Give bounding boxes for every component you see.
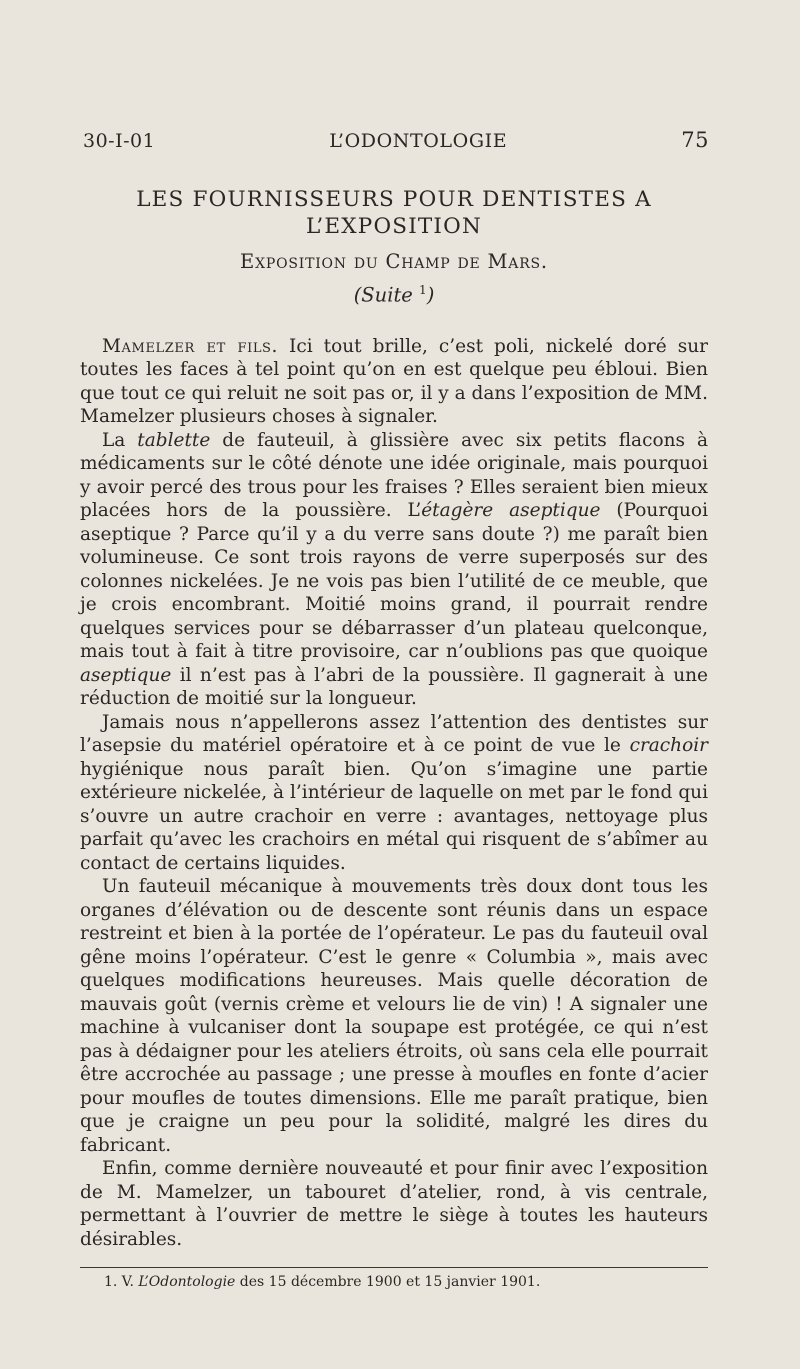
article-title — [80, 186, 708, 240]
term-aseptique: aseptique — [80, 664, 172, 686]
firm-name: Mamelzer et fils. — [102, 335, 279, 357]
running-header — [83, 128, 709, 152]
paragraph-1-text: Ici tout brille, c’est poli, nickelé doré sur toutes les faces à tel point qu’on en est quelque peu ébloui. Bien que tout ce qui reluit ne soit pas or, il y a dans l’exposition de MM. Mamelzer plusieurs choses à signaler. — [80, 335, 708, 427]
footnote — [80, 1274, 708, 1290]
footnote-part-a: 1. V. — [104, 1274, 139, 1290]
term-etagere-aseptique: étagère aseptique — [421, 500, 601, 521]
suite-text: (Suite — [353, 283, 413, 307]
paragraph-5: Enfin, comme dernière nouveauté et pour finir avec l’exposition de M. Mamelzer, un tabouret d’atelier, rond, à vis centrale, permettant à l’ouvrier de mettre le siège à toutes les hauteurs désirables. — [80, 1158, 708, 1250]
paragraph-1 — [80, 335, 708, 429]
footnote-ref: 1 — [419, 283, 427, 297]
footnote-journal-title: L’Odontologie — [138, 1274, 236, 1290]
paragraph-2 — [80, 429, 708, 711]
article-title-line-2: L’EXPOSITION — [306, 214, 482, 239]
continuation-label — [80, 283, 708, 307]
suite-close: ) — [426, 283, 435, 307]
article-subtitle: Exposition du Champ de Mars. — [240, 250, 548, 273]
paragraph-4: Un fauteuil mécanique à mouvements très doux dont tous les organes d’élévation ou de descente sont réunis dans un espace restreint et bien à la portée de l’opérateur. Le pas du fauteuil oval gêne moins l’opérateur. C’est le genre « Columbia », mais avec quelques modifications heureuses. Mais quelle décoration de mauvais goût (vernis crème et velours lie de vin) ! A signaler une machine à vulcaniser dont la soupape est protégée, ce qui n’est pas à dédaigner pour les ateliers étroits, où sans cela elle pourrait être accrochée au passage ; une presse à moufles en fonte d’acier pour moufles de toutes dimensions. Elle me paraît pratique, bien que je craigne un peu pour la solidité, malgré les dires du fabricant. — [80, 876, 708, 1156]
paragraph-2-part-b: de fauteuil, à glissière avec six petits flacons à médicaments sur le côté dénote une idée originale, mais pourquoi y avoir percé des trous pour les fraises ? Elles seraient bien mieux placées hors de la poussière. L’ — [80, 429, 708, 521]
term-crachoir: crachoir — [629, 735, 708, 756]
page-number: 75 — [681, 128, 709, 152]
article-body — [80, 335, 708, 1252]
journal-title: L’ODONTOLOGIE — [329, 130, 508, 152]
paragraph-2-part-c: (Pourquoi aseptique ? Parce qu’il y a du verre sans doute ?) me paraît bien volumineuse. Ce sont trois rayons de verre superposés sur des colonnes nickelées. Je ne vois pas bien l’utilité de ce meuble, que je crois encombrant. Moitié moins grand, il pourrait rendre quelques services pour se débarrasser d’un plateau quelconque, mais tout à fait à titre provisoire, car n’oublions pas que quoique — [80, 500, 708, 662]
paragraph-3-part-b: hygiénique nous paraît bien. Qu’on s’imagine une partie extérieure nickelée, à l’intérieur de laquelle on met par le fond qui s’ouvre un autre crachoir en verre : avantages, nettoyage plus parfait qu’avec les crachoirs en métal qui risquent de s’abîmer au contact de certains liquides. — [80, 758, 708, 874]
paragraph-2-part-a: La — [102, 429, 138, 451]
paragraph-2-part-d: il n’est pas à l’abri de la poussière. Il gagnerait à une réduction de moitié sur la longueur. — [80, 664, 708, 709]
term-tablette: tablette — [137, 429, 211, 451]
footnote-divider — [80, 1267, 708, 1268]
article-title-line-1: LES FOURNISSEURS POUR DENTISTES A — [136, 187, 652, 212]
paragraph-3 — [80, 711, 708, 876]
issue-date: 30-I-01 — [83, 130, 156, 152]
paragraph-3-part-a: Jamais nous n’appellerons assez l’attention des dentistes sur l’asepsie du matériel opératoire et à ce point de vue le — [80, 711, 708, 756]
footnote-part-b: des 15 décembre 1900 et 15 janvier 1901. — [235, 1274, 541, 1290]
